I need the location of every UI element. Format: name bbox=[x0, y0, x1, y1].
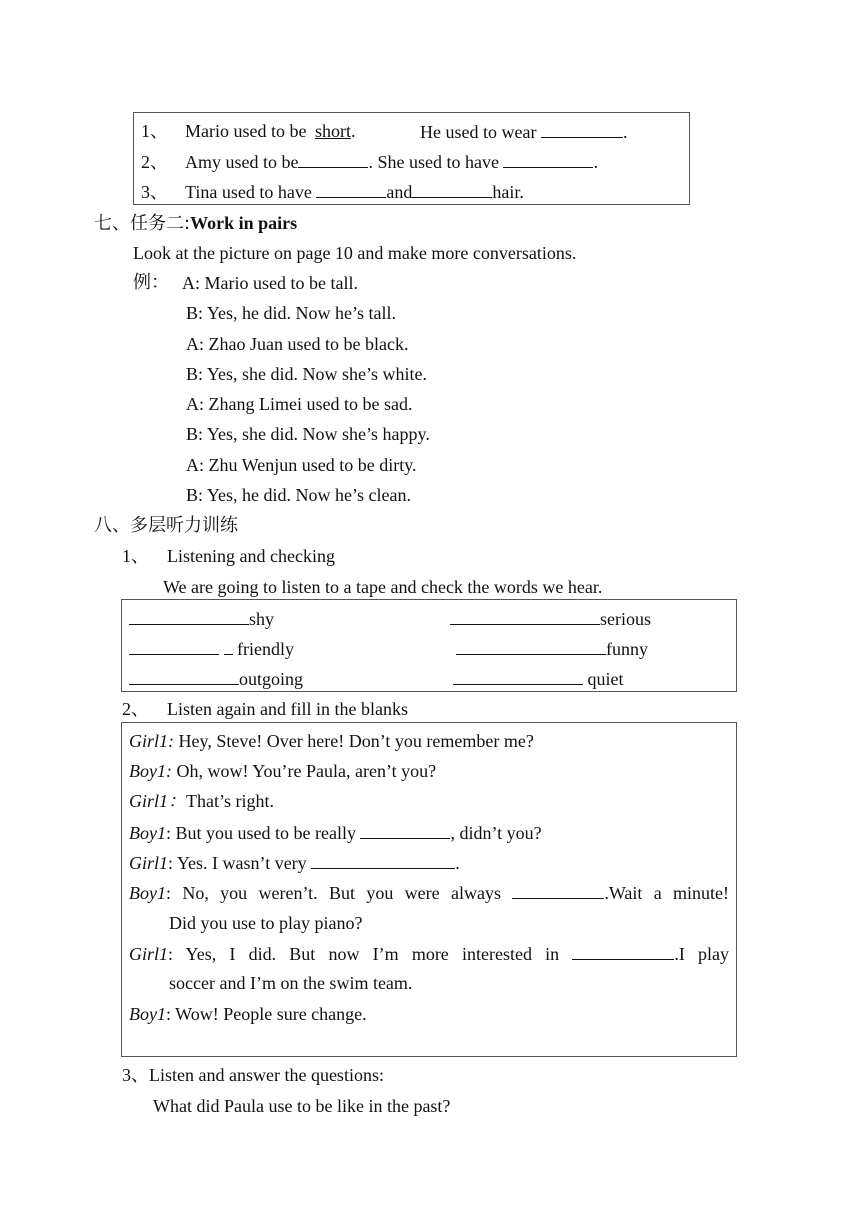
table1-row-1-part2 bbox=[420, 120, 627, 143]
row-text: . She used to have bbox=[368, 152, 499, 172]
table1-row-3 bbox=[141, 180, 524, 203]
dialogue-line-7-cont: soccer and I’m on the swim team. bbox=[169, 973, 413, 993]
word-row-left-1 bbox=[129, 607, 274, 630]
part-number: 2、 bbox=[122, 699, 149, 719]
part-title: Listen again and fill in the blanks bbox=[167, 699, 408, 719]
line-text: : But you used to be really bbox=[165, 823, 361, 843]
blank[interactable] bbox=[541, 120, 623, 138]
answer-short: short bbox=[314, 121, 351, 141]
example-line: B: Yes, he did. Now he’s clean. bbox=[186, 485, 411, 505]
section-8-heading: 八、多层听力训练 bbox=[94, 515, 238, 536]
blank[interactable] bbox=[298, 150, 368, 168]
example-line: A: Mario used to be tall. bbox=[182, 273, 358, 293]
table1-row-1 bbox=[141, 120, 355, 142]
part-1-instruction: We are going to listen to a tape and check the words we hear. bbox=[163, 577, 603, 597]
row-number: 2、 bbox=[141, 152, 168, 172]
example-line: B: Yes, he did. Now he’s tall. bbox=[186, 303, 397, 323]
word-row-right-2 bbox=[456, 637, 648, 660]
dialogue-line-6 bbox=[129, 881, 729, 904]
line-text: , didn’t you? bbox=[450, 823, 542, 843]
row-number: 3、 bbox=[141, 182, 168, 202]
line-text: Oh, wow! You’re Paula, aren’t you? bbox=[171, 761, 437, 781]
dialogue-blank[interactable] bbox=[360, 821, 450, 839]
example-line: A: Zhu Wenjun used to be dirty. bbox=[186, 455, 417, 475]
check-blank[interactable] bbox=[129, 667, 239, 685]
speaker: Boy1: bbox=[129, 761, 172, 781]
speaker: Boy1 bbox=[129, 823, 166, 843]
speaker: Girl1 bbox=[129, 944, 169, 964]
word: shy bbox=[249, 609, 275, 629]
speaker: Girl1 bbox=[129, 853, 169, 873]
row-text: Amy used to be bbox=[185, 152, 299, 172]
row-text: Mario used to be bbox=[185, 121, 307, 141]
dialogue-line-5 bbox=[129, 851, 460, 874]
speaker: Girl1: bbox=[129, 731, 174, 751]
example-line: B: Yes, she did. Now she’s happy. bbox=[186, 424, 430, 444]
dialogue-line-2 bbox=[129, 760, 436, 782]
part-number: 1、 bbox=[122, 546, 149, 566]
row-text: . bbox=[593, 152, 598, 172]
row-text: He used to wear bbox=[420, 122, 537, 142]
check-blank[interactable] bbox=[450, 607, 600, 625]
speaker: Boy1 bbox=[129, 1004, 166, 1024]
word-row-left-2 bbox=[129, 637, 294, 660]
dialogue-line-4 bbox=[129, 821, 542, 844]
check-blank[interactable] bbox=[456, 637, 606, 655]
part-2-heading bbox=[122, 698, 408, 720]
line-text: That’s right. bbox=[186, 791, 275, 811]
part-3-question: What did Paula use to be like in the past? bbox=[153, 1096, 451, 1116]
check-blank[interactable] bbox=[129, 637, 219, 655]
line-text: : No, you weren’t. But you were always bbox=[165, 883, 513, 903]
line-text: Hey, Steve! Over here! Don’t you remember me? bbox=[174, 731, 534, 751]
blank[interactable] bbox=[412, 180, 492, 198]
dialogue-blank[interactable] bbox=[512, 881, 604, 899]
section-7-title: Work in pairs bbox=[190, 213, 298, 233]
speaker: Girl1： bbox=[129, 791, 187, 811]
example-line: B: Yes, she did. Now she’s white. bbox=[186, 364, 428, 384]
word-row-right-1 bbox=[450, 607, 651, 630]
word-row-left-3 bbox=[129, 667, 303, 690]
row-text: and bbox=[386, 182, 413, 202]
row-text: . bbox=[350, 121, 356, 141]
line-text: .Wait a minute! bbox=[604, 883, 730, 903]
line-text: . bbox=[455, 853, 460, 873]
dialogue-blank[interactable] bbox=[311, 851, 455, 869]
row-text: . bbox=[622, 122, 628, 142]
section-7-heading bbox=[94, 212, 297, 235]
table1-row-2 bbox=[141, 150, 598, 173]
row-number: 1、 bbox=[141, 121, 168, 141]
word: friendly bbox=[237, 639, 294, 659]
row-text: Tina used to have bbox=[185, 182, 312, 202]
dialogue-line-1 bbox=[129, 730, 534, 752]
line-text: : Wow! People sure change. bbox=[165, 1004, 367, 1024]
check-blank[interactable] bbox=[129, 607, 249, 625]
example-label: 例： bbox=[133, 272, 169, 293]
word-row-right-3 bbox=[453, 667, 624, 690]
word: quiet bbox=[587, 669, 624, 689]
dialogue-line-7 bbox=[129, 942, 729, 965]
example-line: A: Zhao Juan used to be black. bbox=[186, 334, 409, 354]
part-1-heading bbox=[122, 545, 335, 567]
word: outgoing bbox=[239, 669, 304, 689]
line-text: .I play bbox=[674, 944, 729, 964]
dialogue-line-6-cont: Did you use to play piano? bbox=[169, 913, 363, 933]
part-title: Listening and checking bbox=[167, 546, 335, 566]
word: funny bbox=[606, 639, 648, 659]
part-3-heading: 3、Listen and answer the questions: bbox=[122, 1065, 384, 1085]
speaker: Boy1 bbox=[129, 883, 166, 903]
row-text: hair. bbox=[492, 182, 524, 202]
dialogue-line-3 bbox=[129, 790, 274, 812]
dialogue-blank[interactable] bbox=[572, 942, 674, 960]
section-7-prefix: 七、任务二: bbox=[94, 213, 191, 234]
line-text: : Yes. I wasn’t very bbox=[168, 853, 312, 873]
example-line: A: Zhang Limei used to be sad. bbox=[186, 394, 413, 414]
word: serious bbox=[600, 609, 651, 629]
section-7-instruction: Look at the picture on page 10 and make more conversations. bbox=[133, 243, 577, 263]
line-text: : Yes, I did. But now I’m more interested in bbox=[168, 944, 573, 964]
dialogue-line-8 bbox=[129, 1003, 367, 1025]
blank[interactable] bbox=[316, 180, 386, 198]
blank[interactable] bbox=[503, 150, 593, 168]
check-blank[interactable] bbox=[453, 667, 583, 685]
